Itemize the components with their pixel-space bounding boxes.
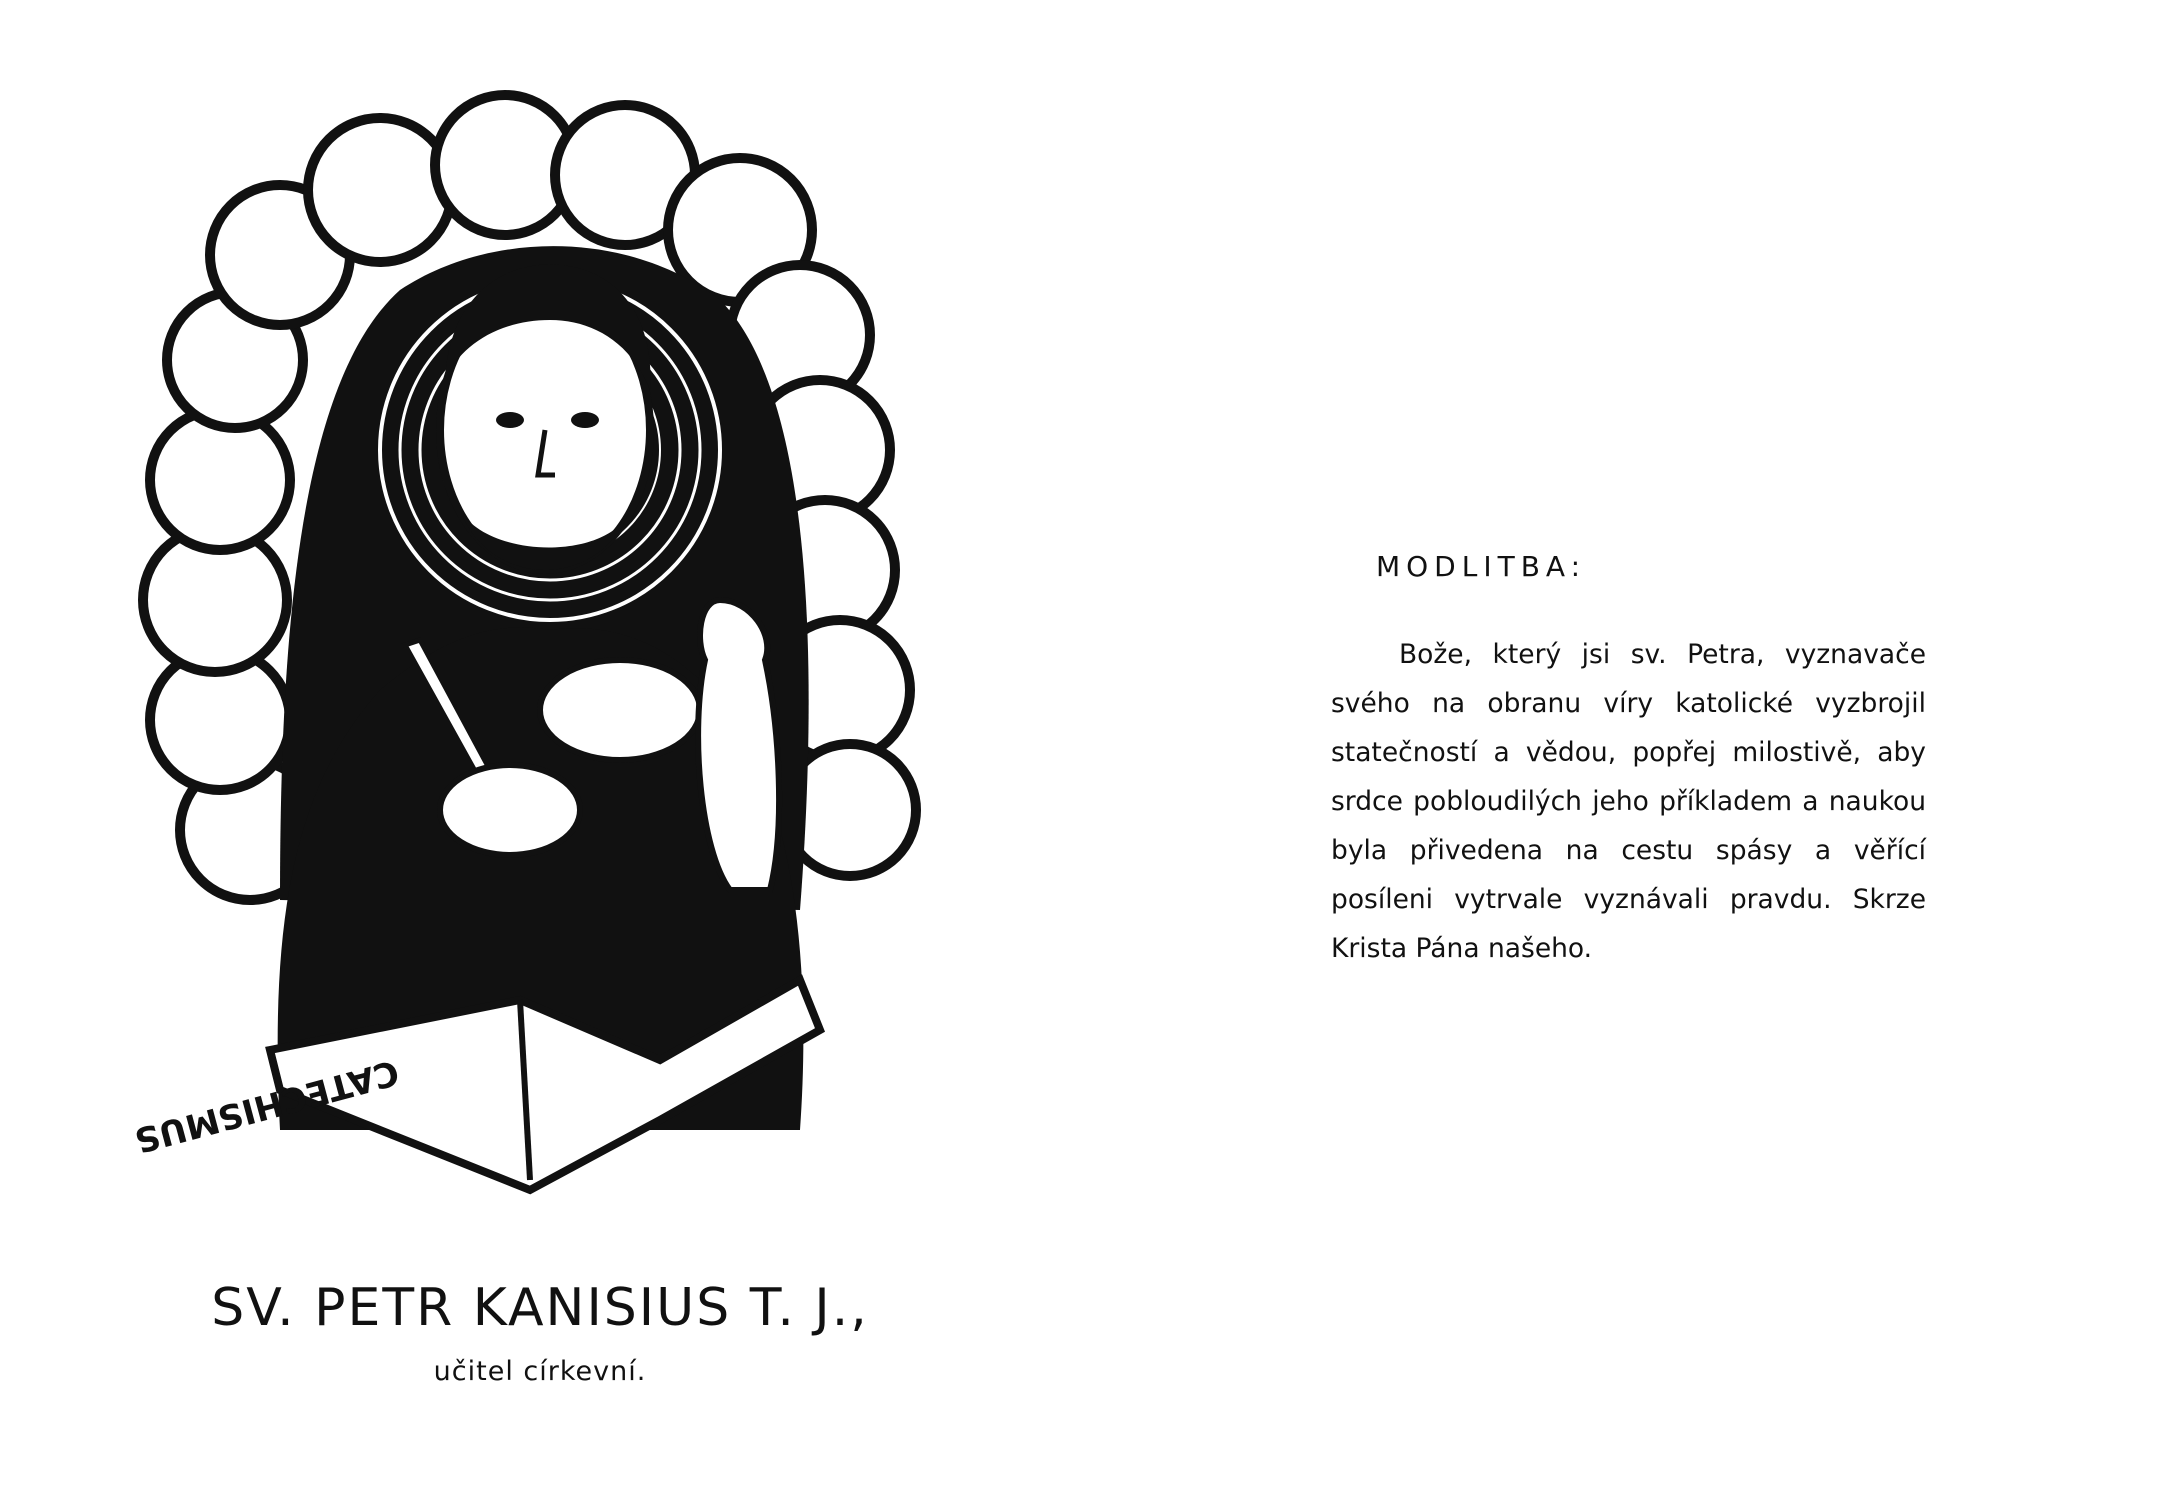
prayer-text: Bože, který jsi sv. Petra, vyznavače svého na obranu víry katolické vyzbrojil statečností a vědou, popřej milostivě, aby srdce pobloudilých jeho příkladem a naukou byla přivedena na cestu spásy a věřící posíleni vytrvale vyznávali pravdu. Skrze Krista Pána našeho. [1331, 639, 1926, 964]
saint-woodcut-illustration [130, 130, 930, 1230]
book-lettering: CATECHISMUS [130, 1051, 404, 1161]
caption-title: SV. PETR KANISIUS T. J., [211, 1278, 869, 1338]
woodcut-image [130, 130, 930, 1230]
right-page [1081, 0, 2162, 1500]
caption-subtitle: učitel církevní. [433, 1356, 647, 1387]
prayer-heading: MODLITBA: [1375, 550, 1587, 583]
